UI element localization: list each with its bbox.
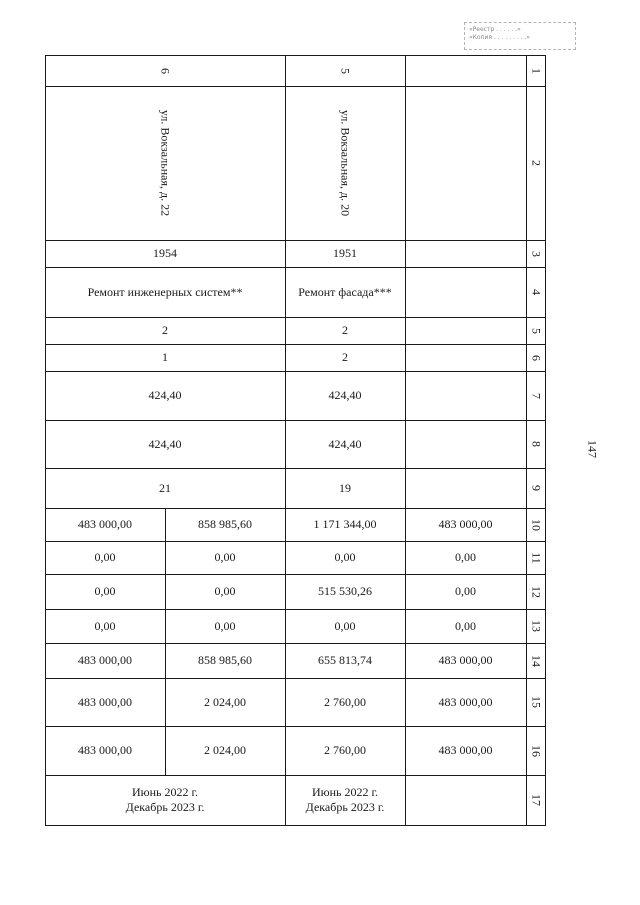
cell-r15-b: 2 024,00 bbox=[204, 694, 246, 709]
page-number-text: 147 bbox=[585, 440, 600, 458]
cell-r5: 2 bbox=[342, 323, 348, 337]
cell-r12: 0,00 bbox=[455, 584, 476, 598]
column-border bbox=[526, 55, 527, 826]
row-number-11-text: 11 bbox=[529, 551, 543, 564]
cell-r7: 424,40 bbox=[328, 388, 362, 402]
cell-r14-b: 858 985,60 bbox=[198, 653, 252, 667]
row-number-5-text: 5 bbox=[529, 327, 543, 334]
row-number-7-text: 7 bbox=[529, 392, 543, 399]
row-number-6-text: 6 bbox=[529, 354, 543, 361]
row-number-14-text: 14 bbox=[529, 654, 543, 667]
cell-r14: 655 813,74 bbox=[318, 653, 372, 667]
cell-r6: 1 bbox=[162, 350, 168, 364]
cell-r7: 424,40 bbox=[148, 388, 182, 402]
cell-r10: 483 000,00 bbox=[438, 517, 493, 531]
cell-r15: 483 000,00 bbox=[438, 694, 493, 709]
stamp-line: «Копия . . . . . . . . .» bbox=[469, 34, 531, 41]
object-number-text: 5 bbox=[338, 67, 353, 74]
cell-r11: 0,00 bbox=[334, 550, 356, 564]
object-number-text: 6 bbox=[158, 67, 173, 74]
cell-r8: 424,40 bbox=[148, 436, 182, 451]
row-number-3-text: 3 bbox=[529, 250, 543, 257]
row-number-13-text: 13 bbox=[529, 620, 543, 632]
cell-r17: Июнь 2022 г. Декабрь 2023 г. bbox=[125, 785, 205, 814]
row-number-17-text: 17 bbox=[529, 794, 543, 806]
cell-r13: 0,00 bbox=[455, 618, 476, 633]
cell-work: Ремонт инженерных систем** bbox=[87, 284, 243, 299]
cell-r6: 2 bbox=[342, 350, 348, 364]
cell-r11: 0,00 bbox=[455, 550, 476, 564]
cell-r12-a: 0,00 bbox=[94, 584, 116, 598]
cell-r13-a: 0,00 bbox=[94, 618, 116, 633]
cell-r15-a: 483 000,00 bbox=[78, 694, 132, 709]
cell-r16-a: 483 000,00 bbox=[78, 743, 132, 757]
object-address-text: ул. Вокзальная, д. 20 bbox=[338, 109, 353, 217]
cell-work: Ремонт фасада*** bbox=[298, 284, 392, 299]
cell-r16: 483 000,00 bbox=[438, 743, 493, 757]
cell-r10-a: 483 000,00 bbox=[78, 517, 132, 531]
cell-r12-b: 0,00 bbox=[214, 584, 236, 598]
row-number-10-text: 10 bbox=[529, 518, 543, 531]
cell-r10-b: 858 985,60 bbox=[198, 517, 252, 531]
row-number-8-text: 8 bbox=[529, 441, 543, 447]
row-border bbox=[45, 825, 546, 826]
cell-r14-a: 483 000,00 bbox=[78, 653, 132, 667]
row-border bbox=[45, 55, 546, 56]
row-number-1-text: 1 bbox=[529, 67, 543, 74]
row-border bbox=[45, 86, 546, 87]
stamp-line: «Реестр . . . . . .» bbox=[469, 26, 521, 33]
cell-r13: 0,00 bbox=[334, 618, 356, 633]
cell-r11-a: 0,00 bbox=[94, 550, 116, 564]
cell-r10: 1 171 344,00 bbox=[313, 517, 377, 531]
cell-r14: 483 000,00 bbox=[438, 653, 493, 667]
cell-year: 1951 bbox=[333, 246, 357, 260]
row-number-9-text: 9 bbox=[529, 485, 543, 491]
cell-r11-b: 0,00 bbox=[214, 550, 236, 564]
cell-r9: 19 bbox=[339, 480, 351, 495]
row-number-2-text: 2 bbox=[529, 160, 543, 166]
row-number-12-text: 12 bbox=[529, 585, 543, 598]
cell-r17: Июнь 2022 г. Декабрь 2023 г. bbox=[305, 785, 385, 814]
cell-r5: 2 bbox=[162, 323, 168, 337]
cell-r16-b: 2 024,00 bbox=[204, 743, 246, 757]
row-number-16-text: 16 bbox=[529, 744, 543, 757]
row-number-15-text: 15 bbox=[529, 696, 543, 708]
cell-r12: 515 530,26 bbox=[318, 584, 372, 598]
object-address-text: ул. Вокзальная, д. 22 bbox=[158, 109, 173, 217]
cell-year: 1954 bbox=[153, 246, 177, 260]
table-border-right bbox=[545, 55, 546, 826]
cell-r9: 21 bbox=[159, 480, 171, 495]
cell-r13-b: 0,00 bbox=[214, 618, 236, 633]
row-number-4-text: 4 bbox=[529, 289, 543, 295]
cell-r16: 2 760,00 bbox=[324, 743, 366, 757]
cell-r8: 424,40 bbox=[328, 436, 362, 451]
cell-r15: 2 760,00 bbox=[324, 694, 366, 709]
